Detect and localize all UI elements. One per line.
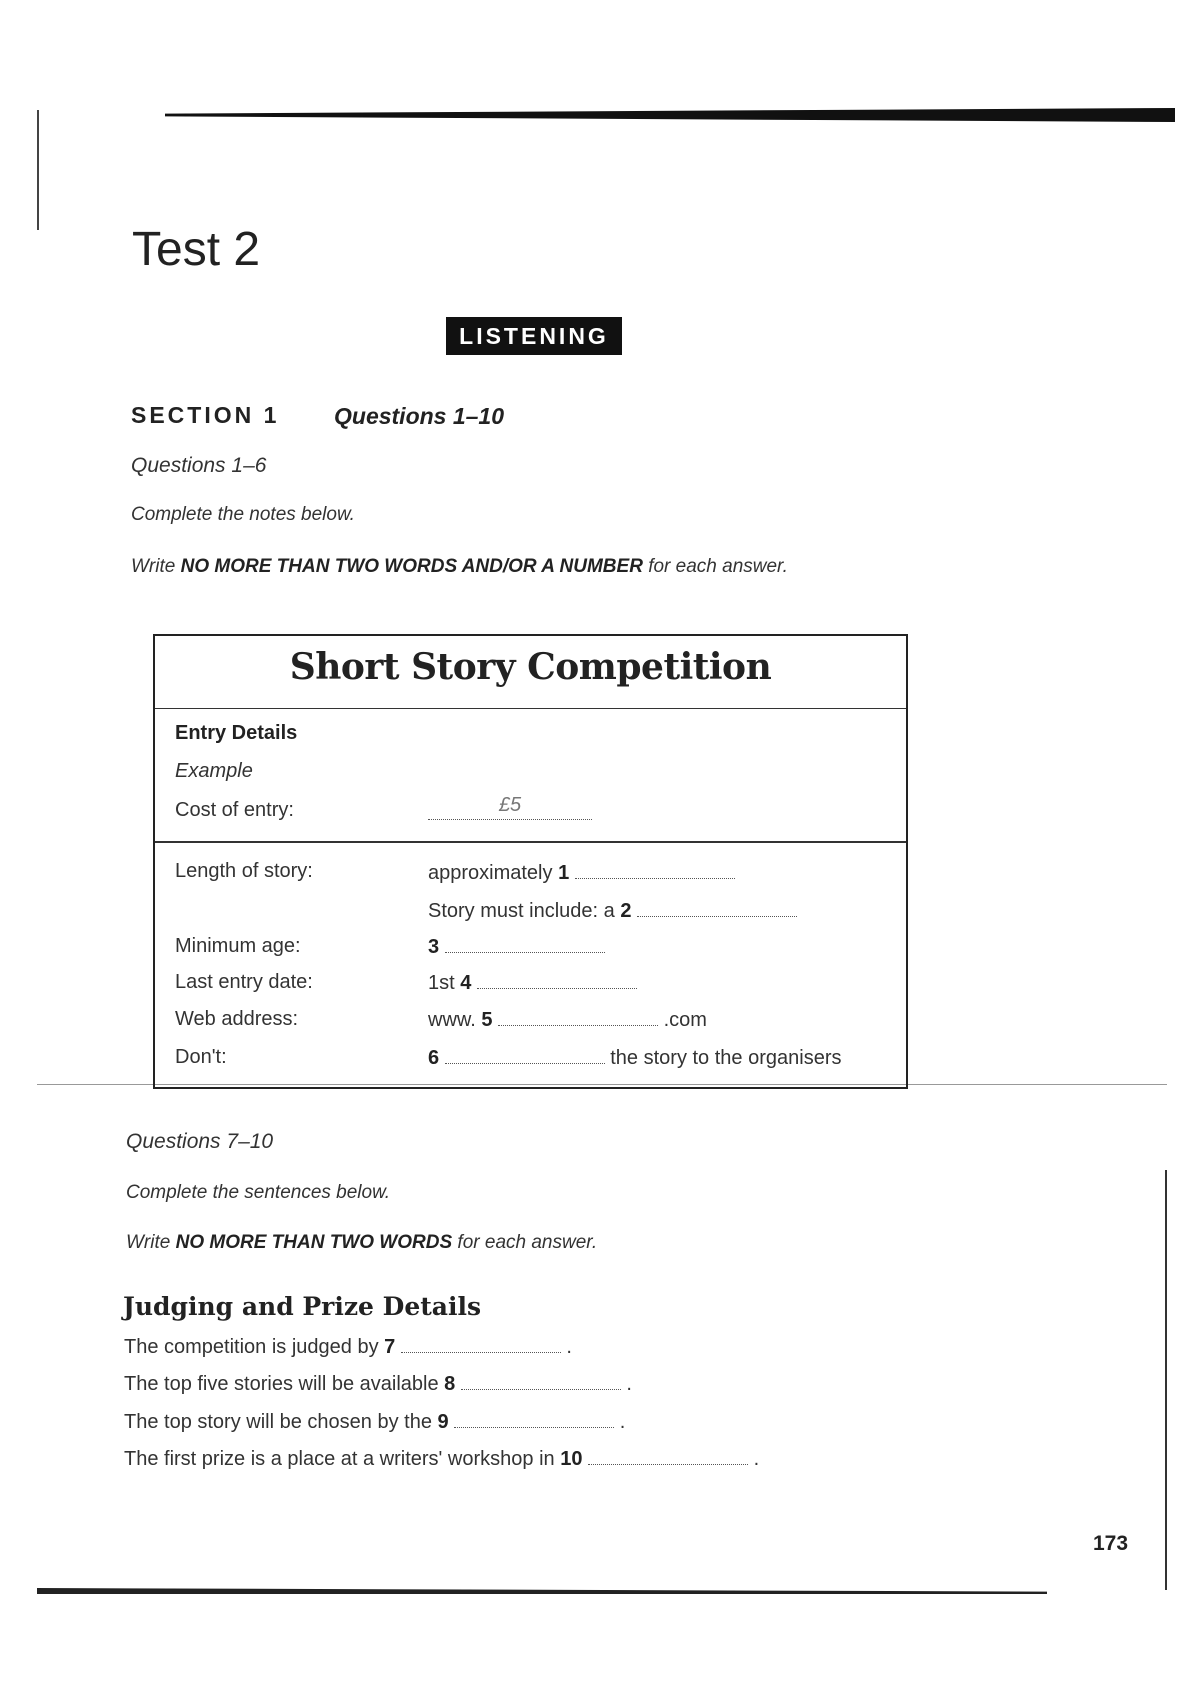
web-address-label: Web address: (175, 1008, 299, 1030)
answer-blank-2[interactable] (637, 902, 797, 917)
answer-row-2: Story must include: a 2 (428, 900, 797, 923)
notes-box (153, 634, 908, 1089)
part2-instruction: Complete the sentences below. (126, 1182, 391, 1203)
sentence-9: The top story will be chosen by the 9 . (124, 1411, 626, 1433)
answer-row-4: 1st 4 (428, 972, 637, 995)
entry-details-heading: Entry Details (175, 722, 298, 744)
answer-row-1: approximately 1 (428, 862, 735, 885)
answer-blank-10[interactable] (588, 1450, 748, 1465)
page-title: Test 2 (132, 223, 261, 276)
part1-instruction: Complete the notes below. (131, 504, 355, 525)
sentence-10: The first prize is a place at a writers' workshop in 10 . (124, 1448, 760, 1470)
top-rule (165, 108, 1175, 122)
judging-heading: Judging and Prize Details (123, 1292, 482, 1321)
dont-label: Don't: (175, 1046, 227, 1068)
part1-word-limit: Write NO MORE THAN TWO WORDS AND/OR A NUMBER for each answer. (131, 556, 788, 577)
sentence-7: The competition is judged by 7 . (124, 1336, 572, 1358)
last-entry-date-label: Last entry date: (175, 971, 313, 993)
notes-title: Short Story Competition (289, 646, 772, 688)
answer-blank-8[interactable] (461, 1375, 621, 1390)
minimum-age-label: Minimum age: (175, 935, 301, 957)
notes-title-row (155, 636, 906, 709)
page-edge-left (37, 110, 39, 230)
answer-blank-5[interactable] (498, 1011, 658, 1026)
answer-row-5: www. 5 .com (428, 1009, 707, 1031)
page-edge-right (1165, 1170, 1167, 1590)
part2-word-limit: Write NO MORE THAN TWO WORDS for each answer. (126, 1232, 598, 1253)
answer-row-3: 3 (428, 936, 605, 959)
answer-row-6: 6 the story to the organisers (428, 1047, 842, 1069)
cost-label: Cost of entry: (175, 799, 294, 821)
length-label: Length of story: (175, 860, 313, 882)
listening-badge: LISTENING (446, 317, 622, 355)
sentence-8: The top five stories will be available 8 . (124, 1373, 632, 1395)
answer-blank-4[interactable] (477, 974, 637, 989)
example-answer: £5 (428, 794, 592, 820)
questions-7-10-heading: Questions 7–10 (126, 1130, 274, 1153)
notes-divider (155, 841, 906, 843)
page-number: 173 (1093, 1532, 1129, 1555)
answer-blank-3[interactable] (445, 938, 605, 953)
section-questions: Questions 1–10 (334, 403, 505, 429)
section-label: SECTION 1 (131, 402, 280, 428)
answer-blank-1[interactable] (575, 864, 735, 879)
questions-1-6-heading: Questions 1–6 (131, 454, 267, 477)
bottom-rule (37, 1588, 1047, 1594)
answer-blank-6[interactable] (445, 1049, 605, 1064)
answer-blank-9[interactable] (454, 1413, 614, 1428)
answer-blank-7[interactable] (401, 1338, 561, 1353)
example-label: Example (175, 760, 253, 782)
